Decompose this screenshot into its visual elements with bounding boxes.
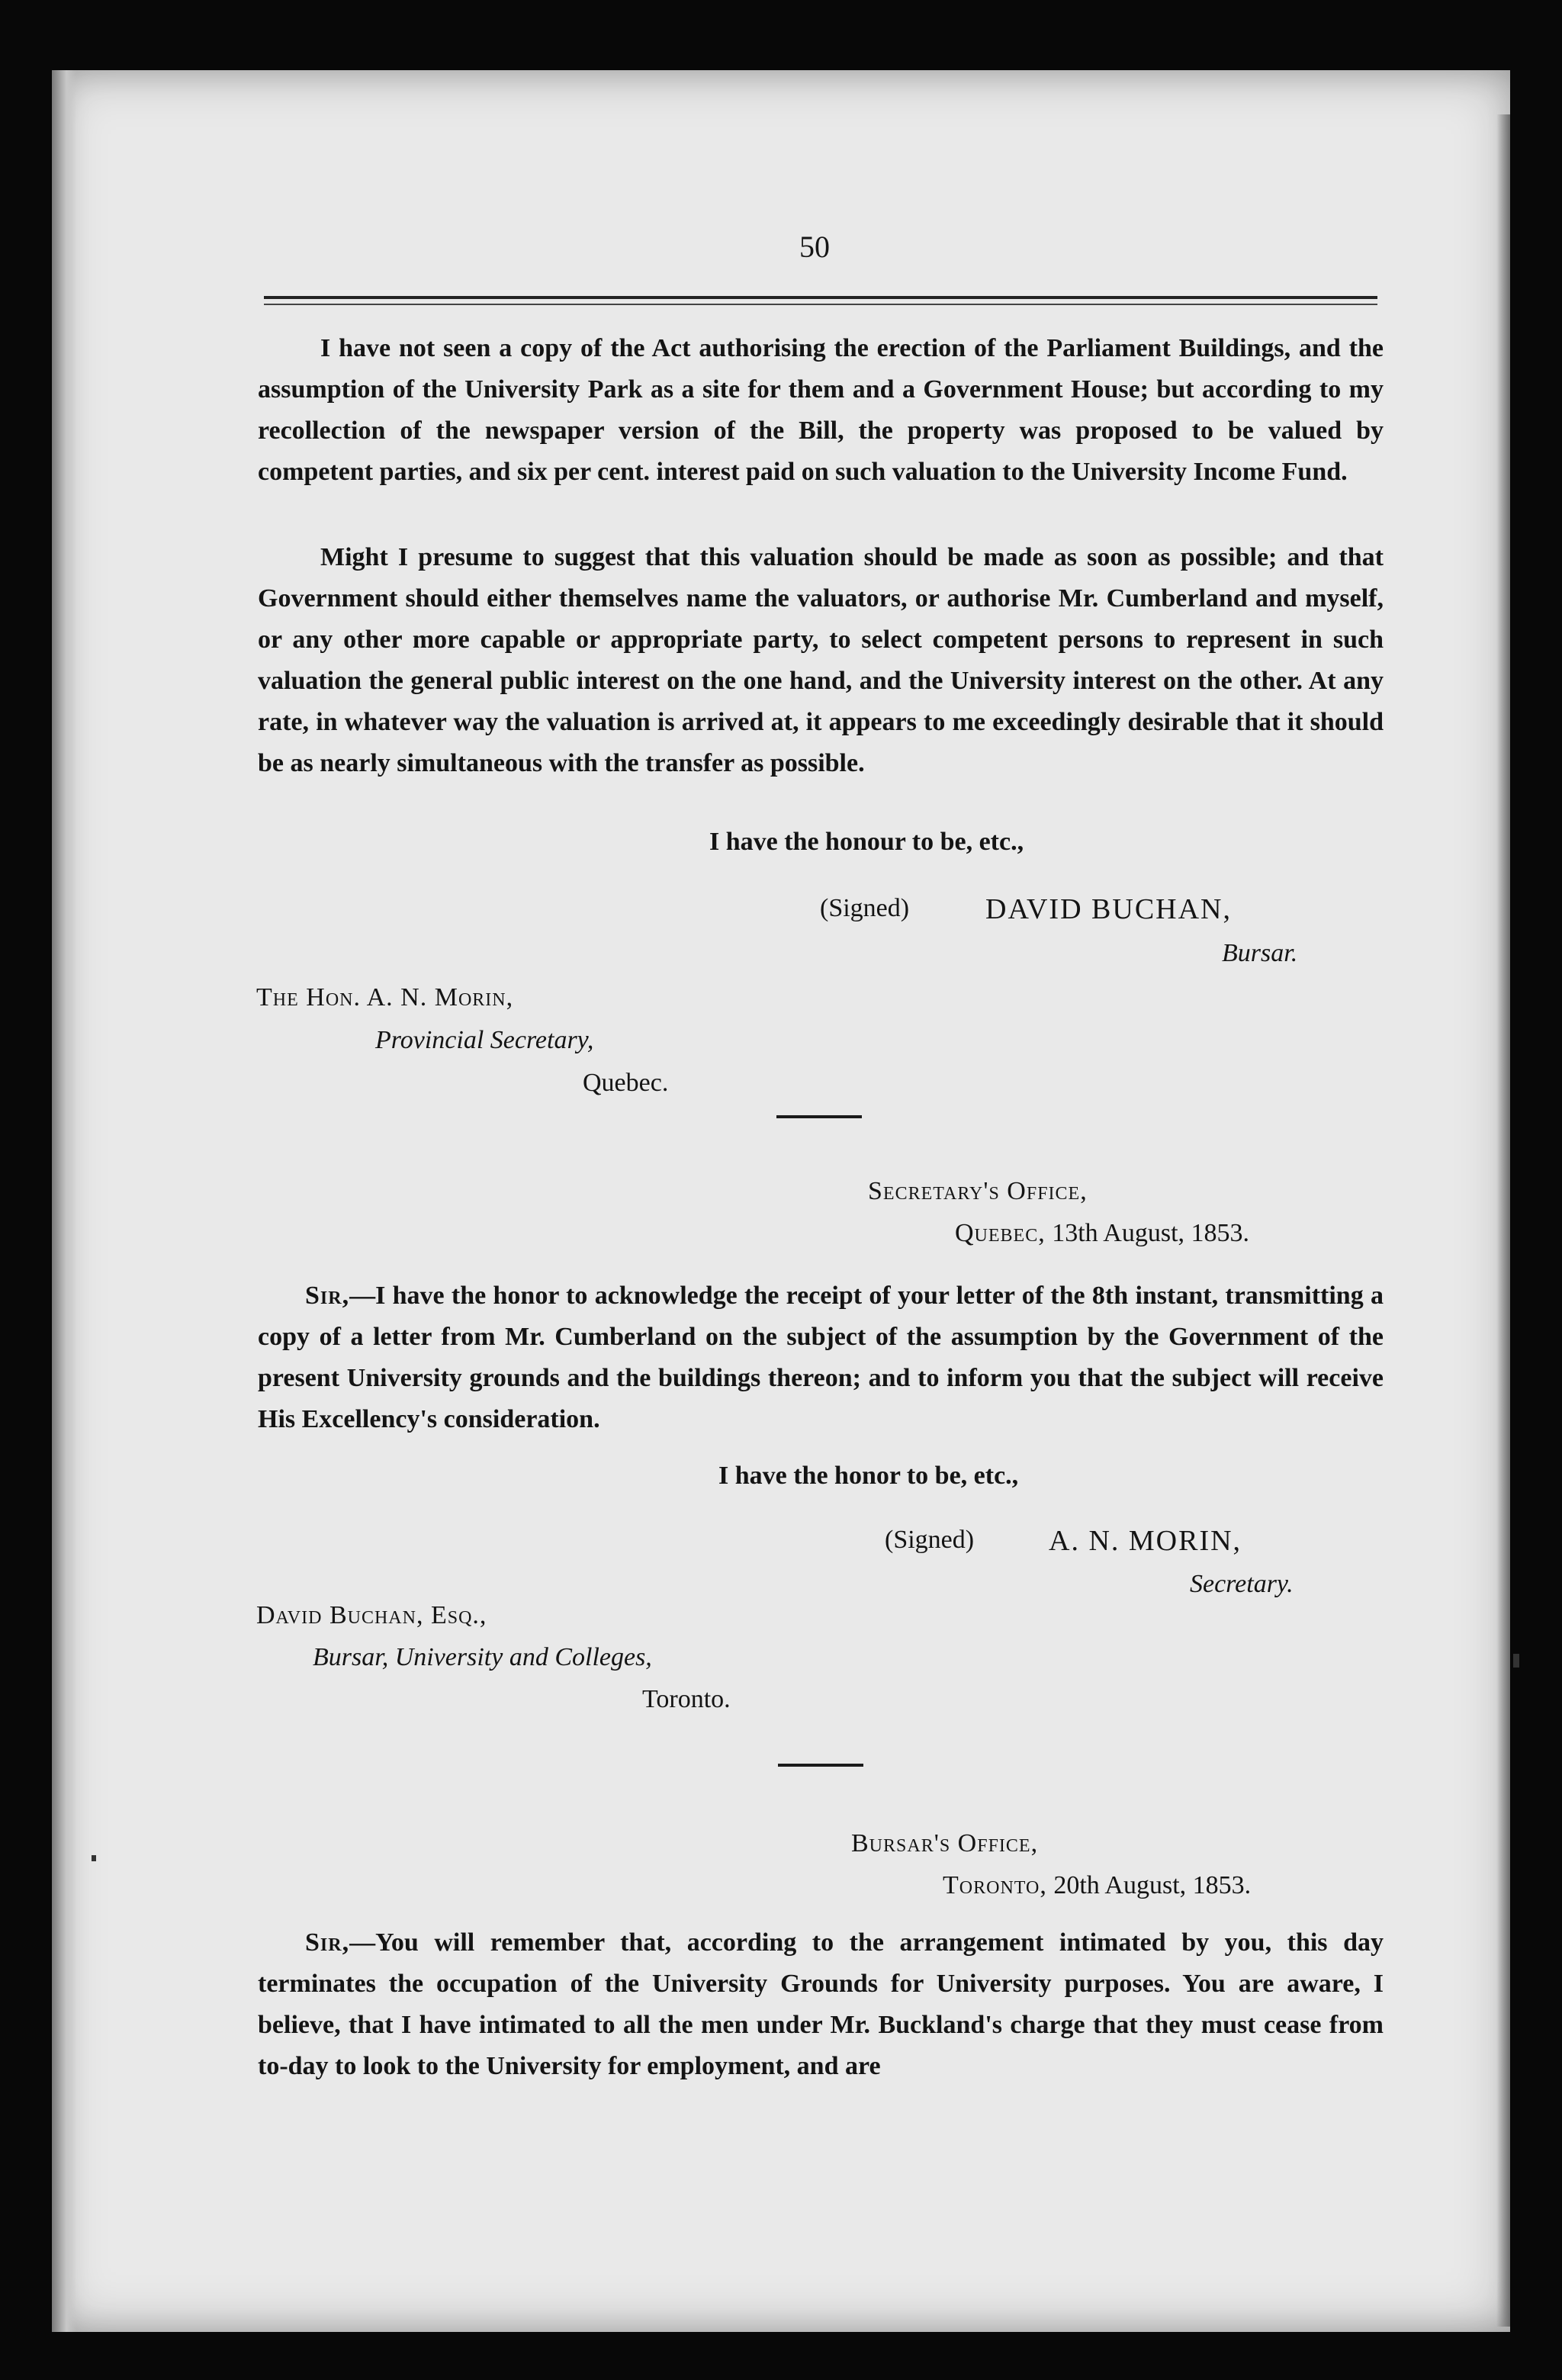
letter2-salutation: Sir,: [305, 1282, 350, 1310]
letter3-date: 20th August, 1853.: [1053, 1871, 1252, 1899]
letter1-addressee-place: Quebec.: [583, 1069, 669, 1097]
section-divider-2: [778, 1764, 863, 1767]
letter2-closing: I have the honor to be, etc.,: [718, 1462, 1019, 1490]
letter1-signature-title: Bursar.: [1222, 939, 1298, 967]
letter3-place-date: [943, 1871, 1251, 1900]
page-left-shadow: [52, 70, 76, 2332]
letter2-addressee-name: David Buchan, Esq.,: [256, 1601, 487, 1629]
scan-artifact-dot: [92, 1855, 96, 1861]
letter1-signed-label: (Signed): [820, 894, 910, 922]
letter2-place-date: [955, 1219, 1249, 1248]
letter2-date: 13th August, 1853.: [1052, 1219, 1250, 1247]
letter2-place: Quebec,: [955, 1219, 1046, 1247]
letter2-addressee-title: Bursar, University and Colleges,: [313, 1643, 652, 1671]
letter3-office: Bursar's Office,: [851, 1829, 1039, 1857]
letter3-body: —You will remember that, according to the arrangement intimated by you, this day terminates the occupation of the University Grounds for University purposes. You are aware, I believe, that I have intimated to all the men under Mr. Buckland's charge that they must cease from to-day to look to the University for employment, and are: [258, 1928, 1384, 2080]
header-rule-thick: [264, 296, 1377, 299]
section-divider-1: [776, 1115, 862, 1118]
letter2-addressee-place: Toronto.: [642, 1685, 731, 1713]
letter1-addressee-name: The Hon. A. N. Morin,: [256, 983, 514, 1011]
letter3-place: Toronto,: [943, 1871, 1047, 1899]
letter1-signature-name: DAVID BUCHAN,: [985, 893, 1232, 925]
page-right-shadow: [1496, 114, 1510, 2327]
letter1-paragraph2: Might I presume to suggest that this valuation should be made as soon as possible; and that Government should either themselves name the valuators, or authorise Mr. Cumberland and myself, or any other more capable or appropriate party, to select competent persons to represent in such valuation the general public interest on the one hand, and the University interest on the other. At any rate, in whatever way the valuation is arrived at, it appears to me exceedingly desirable that it should be as nearly simultaneous with the transfer as possible.: [258, 543, 1384, 777]
letter1-closing: I have the honour to be, etc.,: [709, 828, 1024, 856]
letter2-signed-label: (Signed): [885, 1526, 975, 1554]
page-number: 50: [799, 230, 830, 264]
header-rule-thin: [264, 304, 1377, 305]
letter2-body: —I have the honor to acknowledge the receipt of your letter of the 8th instant, transmitting a copy of a letter from Mr. Cumberland on the subject of the assumption by the Government of the present University grounds and the buildings thereon; and to inform you that the subject will receive His Excellency's consideration.: [258, 1282, 1384, 1433]
letter2-body-paragraph: [258, 1275, 1384, 1440]
letter2-signature-name: A. N. MORIN,: [1049, 1525, 1242, 1557]
letter2-signature-title: Secretary.: [1190, 1570, 1294, 1598]
letter3-salutation: Sir,: [305, 1928, 350, 1957]
letter2-office: Secretary's Office,: [868, 1177, 1088, 1205]
scan-artifact-mark: [1513, 1654, 1519, 1668]
letter1-paragraph1: I have not seen a copy of the Act authorising the erection of the Parliament Buildings, and the assumption of the University Park as a site for them and a Government House; but according to my recollection of the newspaper version of the Bill, the property was proposed to be valued by competent parties, and six per cent. interest paid on such valuation to the University Income Fund.: [258, 334, 1384, 486]
letter1-addressee-title: Provincial Secretary,: [375, 1026, 594, 1054]
letter3-body-paragraph: [258, 1922, 1384, 2087]
